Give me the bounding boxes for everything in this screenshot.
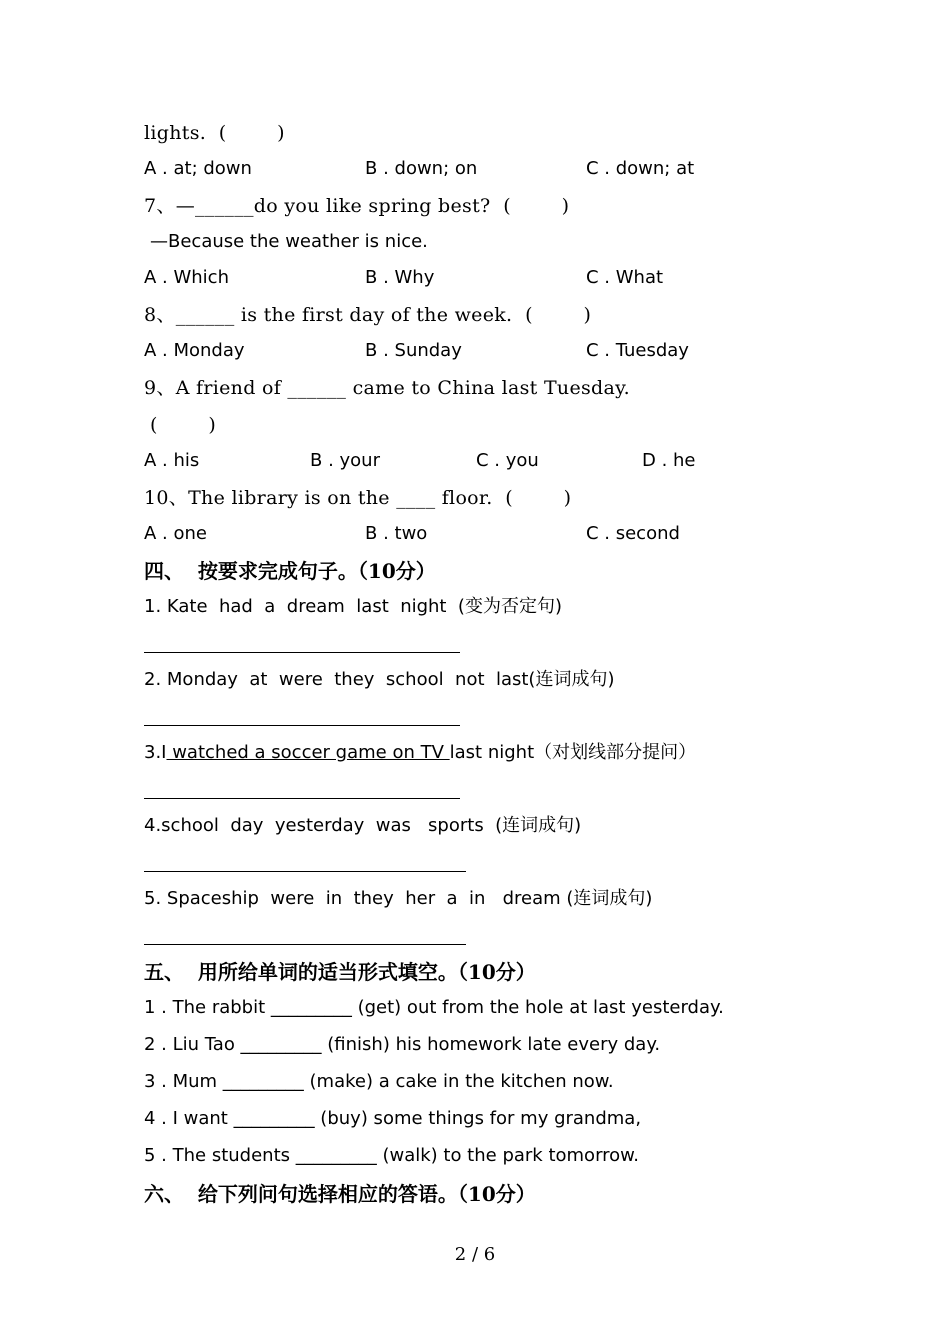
q7-question: 7、—______do you like spring best? ( ): [144, 195, 570, 217]
section5-heading: 五、 用所给单词的适当形式填空。（10分）: [144, 960, 536, 984]
q9-question: 9、A friend of ______ came to China last Tuesday.: [144, 377, 630, 399]
q10-question: 10、The library is on the ____ floor. ( ): [144, 487, 572, 509]
q9-option-c: C . you: [476, 450, 539, 471]
s4-item-3-underlined: watched a soccer game on TV: [166, 742, 450, 763]
s5-item-1: 1 . The rabbit _________ (get) out from the hole at last yesterday.: [144, 997, 724, 1018]
s4-item-5: 5. Spaceship were in they her a in dream (连词成句): [144, 888, 653, 909]
section4-heading: 四、 按要求完成句子。（10分）: [144, 559, 436, 583]
q9-option-b: B . your: [310, 450, 380, 471]
s4-item-2: 2. Monday at were they school not last(连词成句): [144, 669, 615, 690]
section6-heading: 六、 给下列问句选择相应的答语。（10分）: [144, 1182, 536, 1206]
s5-item-3: 3 . Mum _________ (make) a cake in the kitchen now.: [144, 1071, 614, 1092]
q8-question: 8、______ is the first day of the week. ( ): [144, 304, 592, 326]
s4-item-4: 4.school day yesterday was sports (连词成句): [144, 815, 582, 836]
q8-option-c: C . Tuesday: [586, 340, 689, 361]
s4-item-3-suffix: last night（对划线部分提问）: [449, 742, 697, 763]
q8-option-a: A . Monday: [144, 340, 245, 361]
s4-answer-line-3: [144, 798, 460, 799]
s5-item-2: 2 . Liu Tao _________ (finish) his homework late every day.: [144, 1034, 661, 1055]
q10-option-b: B . two: [365, 523, 428, 544]
q10-option-a: A . one: [144, 523, 207, 544]
s4-answer-line-4: [144, 871, 466, 872]
s4-item-1: 1. Kate had a dream last night (变为否定句): [144, 596, 562, 617]
s4-answer-line-2: [144, 725, 460, 726]
s5-item-5: 5 . The students _________ (walk) to the park tomorrow.: [144, 1145, 639, 1166]
q9-option-d: D . he: [642, 450, 696, 471]
q6-option-c: C . down; at: [586, 158, 695, 179]
q9-bracket: ( ): [150, 414, 217, 436]
q6-option-a: A . at; down: [144, 158, 252, 179]
s5-item-4: 4 . I want _________ (buy) some things for my grandma,: [144, 1108, 642, 1129]
s4-item-3-prefix: 3.I: [144, 742, 167, 763]
q6-option-b: B . down; on: [365, 158, 478, 179]
q7-answer: —Because the weather is nice.: [150, 231, 428, 252]
q7-option-c: C . What: [586, 267, 664, 288]
q9-option-a: A . his: [144, 450, 200, 471]
s4-answer-line-1: [144, 652, 460, 653]
q8-option-b: B . Sunday: [365, 340, 462, 361]
q6-tail: lights. ( ): [144, 122, 285, 144]
s4-item-3: [144, 744, 696, 762]
q7-option-a: A . Which: [144, 267, 229, 288]
q10-option-c: C . second: [586, 523, 680, 544]
s4-answer-line-5: [144, 944, 466, 945]
q7-option-b: B . Why: [365, 267, 435, 288]
page-number: 2 / 6: [454, 1244, 496, 1265]
